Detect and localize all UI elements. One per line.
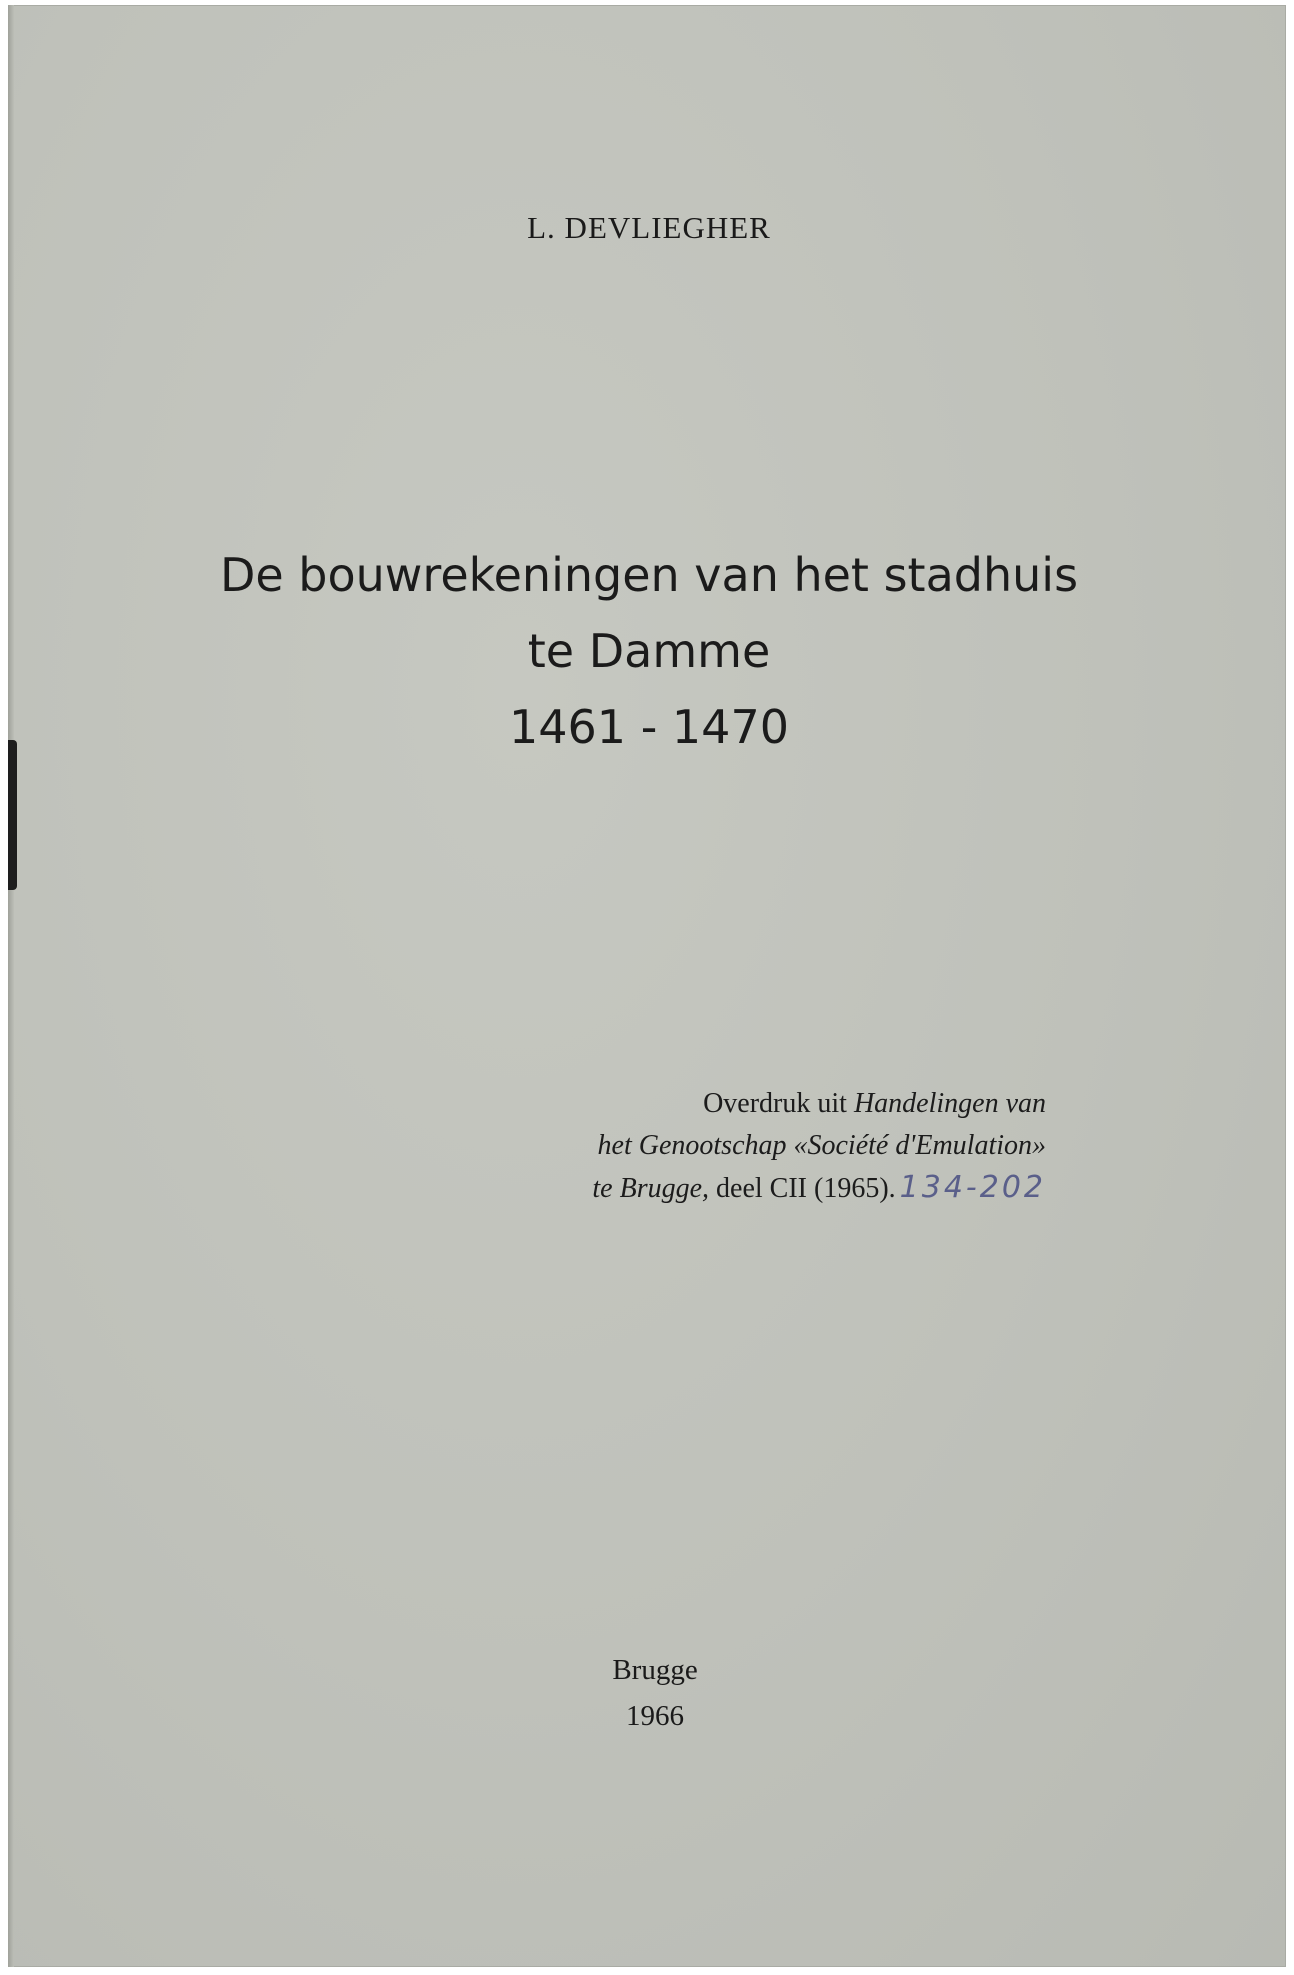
title-line-1: De bouwrekeningen van het stadhuis (219, 548, 1079, 602)
journal-title-part-2: het Genootschap «Société d'Emulation» (597, 1130, 1046, 1161)
publication-info (8, 1647, 1286, 1739)
volume-info: deel CII (1965). (709, 1173, 896, 1204)
book-cover (8, 5, 1286, 1967)
offprint-prefix: Overdruk uit (703, 1088, 854, 1119)
offprint-line-3 (592, 1167, 1046, 1210)
book-title (8, 537, 1286, 765)
handwritten-page-range: 134-202 (899, 1170, 1046, 1205)
offprint-line-1 (592, 1083, 1046, 1125)
journal-title-part-1: Handelingen van (853, 1088, 1046, 1119)
offprint-line-2 (592, 1125, 1046, 1167)
author-name: L. DEVLIEGHER (527, 210, 771, 245)
offprint-note (592, 1083, 1046, 1210)
publication-year: 1966 (626, 1700, 684, 1732)
publication-place: Brugge (612, 1654, 698, 1686)
title-line-2: te Damme (527, 624, 771, 678)
title-line-3-years: 1461 - 1470 (509, 700, 789, 754)
journal-place: te Brugge, (592, 1173, 710, 1204)
